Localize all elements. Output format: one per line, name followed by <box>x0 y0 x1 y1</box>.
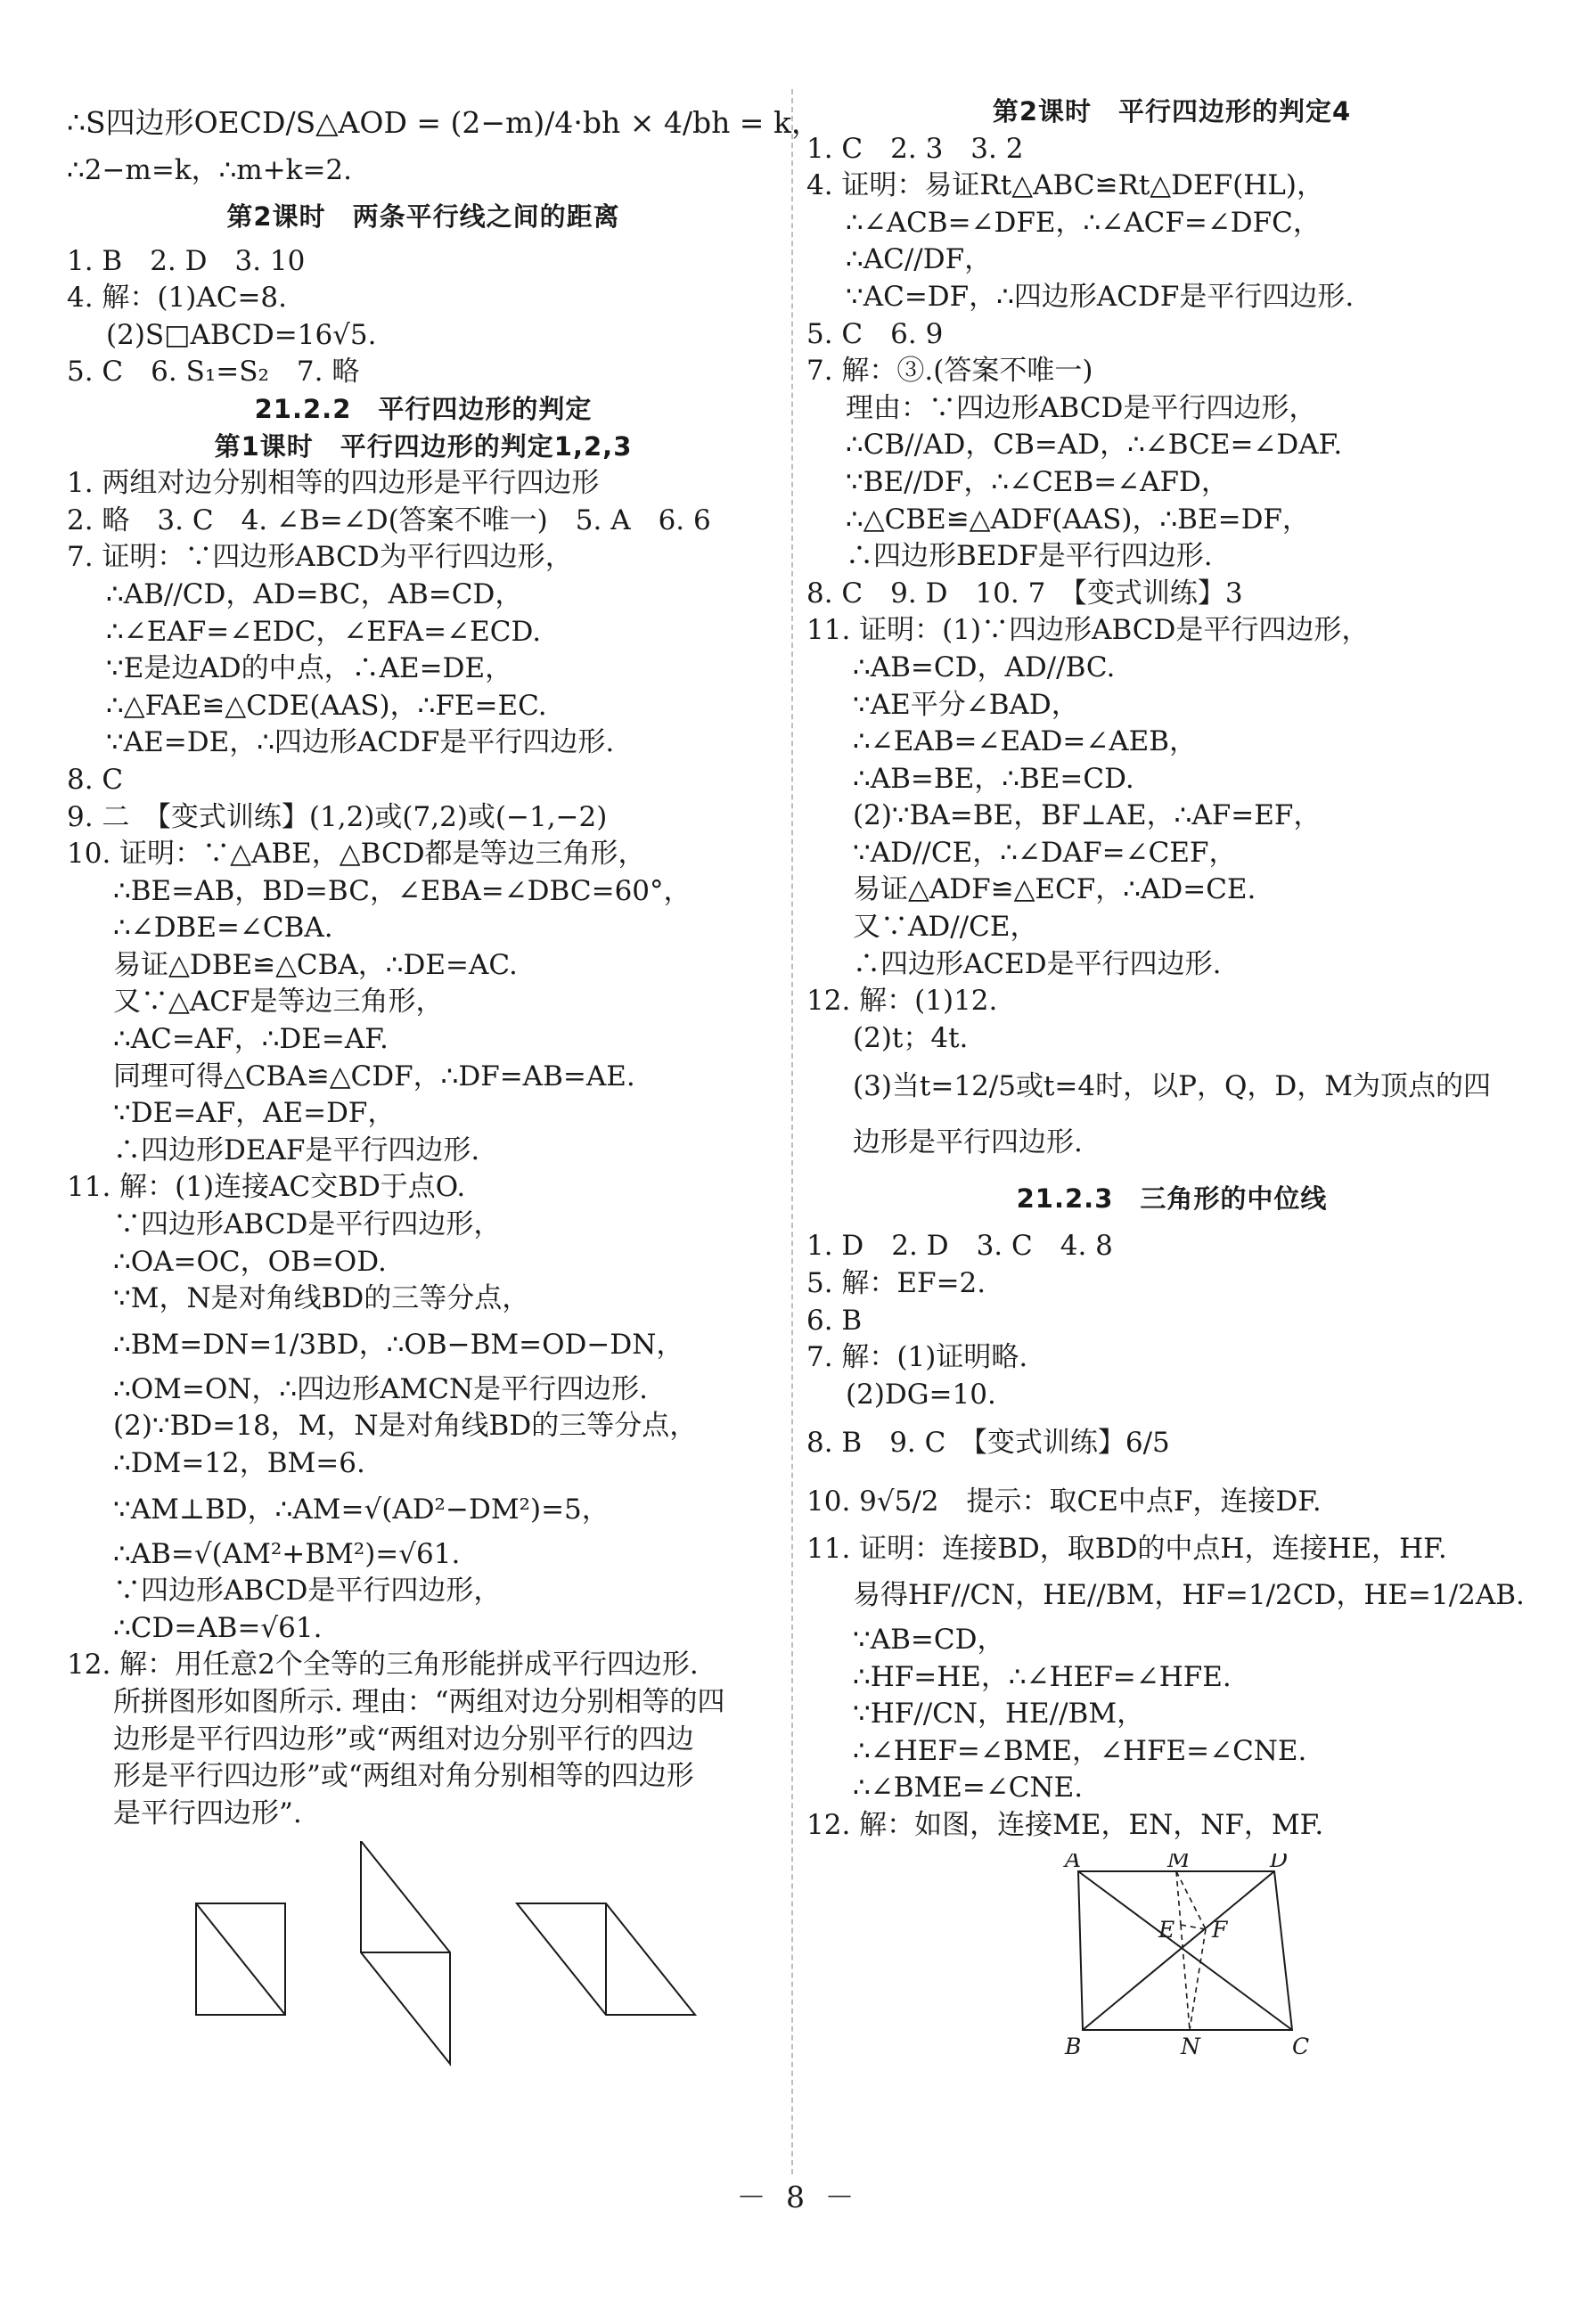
section-heading: 21.2.2 平行四边形的判定 <box>254 393 593 424</box>
answer-line: 7. 解：③.(答案不唯一) <box>806 355 1093 388</box>
answer-line: 1. C 2. 3 3. 2 <box>806 132 1024 165</box>
answer-line: 2. 略 3. C 4. ∠B=∠D(答案不唯一) 5. A 6. 6 <box>67 503 711 536</box>
proof-line: (2)DG=10. <box>846 1378 996 1411</box>
proof-line: ∴∠BME=∠CNE. <box>853 1772 1084 1805</box>
proof-line: ∴BE=AB，BD=BC，∠EBA=∠DBC=60°， <box>113 874 692 907</box>
proof-line: ∵AE=DE，∴四边形ACDF是平行四边形. <box>106 726 615 759</box>
segment-EF <box>1181 1925 1206 1929</box>
label-F: F <box>1212 1916 1228 1943</box>
proof-line: ∵AC=DF，∴四边形ACDF是平行四边形. <box>846 280 1355 313</box>
answer-line: 7. 证明：∵四边形ABCD为平行四边形， <box>67 541 573 574</box>
proof-line: 是平行四边形”. <box>113 1796 302 1829</box>
trapezoid-figure <box>806 1854 1537 2058</box>
section-heading: 第1课时 平行四边形的判定1,2,3 <box>214 430 633 462</box>
section-heading: 21.2.3 三角形的中位线 <box>1016 1183 1328 1215</box>
answer-line: 11. 解：(1)连接AC交BD于点O. <box>67 1171 466 1204</box>
answer-line: 11. 证明：(1)∵四边形ABCD是平行四边形， <box>806 614 1370 647</box>
proof-line: (2)∵BD=18，M，N是对角线BD的三等分点， <box>113 1410 698 1443</box>
answer-line: 9. 二 【变式训练】(1,2)或(7,2)或(−1,−2) <box>67 800 608 833</box>
proof-line: ∴△CBE≌△ADF(AAS)，∴BE=DF， <box>846 503 1310 536</box>
proof-line: ∴HF=HE，∴∠HEF=∠HFE. <box>853 1660 1232 1693</box>
label-D: D <box>1270 1853 1289 1872</box>
formula-area-ratio: ∴S四边形OECD/S△AOD = (2−m)/4·bh × 4/bh = k， <box>67 105 821 140</box>
three-parallelogram-figures <box>67 1841 744 2113</box>
segment-NF <box>1190 1929 1206 2030</box>
proof-line: ∴四边形DEAF是平行四边形. <box>113 1133 480 1166</box>
column-divider <box>791 89 793 2174</box>
label-N: N <box>1181 2033 1200 2058</box>
answer-line: 4. 解：(1)AC=8. <box>67 282 288 315</box>
section-heading: 第2课时 两条平行线之间的距离 <box>226 201 620 232</box>
proof-line: ∴AB=CD，AD//BC. <box>853 651 1116 683</box>
proof-line: ∵四边形ABCD是平行四边形， <box>113 1208 502 1241</box>
proof-line: 又∵△ACF是等边三角形， <box>113 986 444 1019</box>
proof-line: ∵E是边AD的中点，∴AE=DE， <box>106 652 513 685</box>
answer-line: 1. B 2. D 3. 10 <box>67 244 306 277</box>
proof-line: ∵DE=AF，AE=DF， <box>113 1097 396 1130</box>
answer-line: 11. 证明：连接BD，取BD的中点H，连接HE，HF. <box>806 1533 1447 1566</box>
proof-line: 边形是平行四边形”或“两组对边分别平行的四边 <box>113 1723 694 1755</box>
proof-line: ∴△FAE≌△CDE(AAS)，∴FE=EC. <box>106 689 547 722</box>
parallelogram-figures <box>67 1841 780 2113</box>
proof-line: ∵HF//CN，HE//BM， <box>853 1698 1145 1731</box>
proof-line: ∴∠EAB=∠EAD=∠AEB， <box>853 725 1198 758</box>
answer-line: 5. 解：EF=2. <box>806 1267 986 1300</box>
answer-line: 10. 9√5/2 提示：取CE中点F，连接DF. <box>806 1485 1322 1518</box>
answer-line: 1. D 2. D 3. C 4. 8 <box>806 1230 1113 1263</box>
proof-line: ∴DM=12，BM=6. <box>113 1447 365 1479</box>
proof-line: ∵AD//CE，∴∠DAF=∠CEF， <box>853 836 1237 869</box>
proof-line: 同理可得△CBA≌△CDF，∴DF=AB=AE. <box>113 1060 635 1093</box>
proof-line: ∴四边形ACED是平行四边形. <box>853 947 1222 980</box>
proof-line: 边形是平行四边形. <box>853 1126 1083 1159</box>
proof-line: 易得HF//CN，HE//BM，HF=1/2CD，HE=1/2AB. <box>853 1579 1525 1611</box>
answer-line: 12. 解：如图，连接ME，EN，NF，MF. <box>806 1808 1324 1841</box>
proof-line: ∴AC=AF，∴DE=AF. <box>113 1023 389 1056</box>
proof-line: ∴CB//AD，CB=AD，∴∠BCE=∠DAF. <box>846 429 1343 462</box>
answer-line: 12. 解：(1)12. <box>806 985 998 1018</box>
proof-line: ∴∠EAF=∠EDC，∠EFA=∠ECD. <box>106 615 542 648</box>
trapezoid-midpoint-diagram <box>806 1854 1537 2058</box>
label-B: B <box>1065 2033 1082 2058</box>
proof-line: 易证△ADF≌△ECF，∴AD=CE. <box>853 873 1256 906</box>
proof-line: ∴四边形BEDF是平行四边形. <box>846 540 1213 573</box>
answer-line: 5. C 6. S₁=S₂ 7. 略 <box>67 356 360 389</box>
proof-line: ∵AE平分∠BAD， <box>853 688 1079 721</box>
label-M: M <box>1167 1853 1191 1872</box>
proof-line: ∴∠HEF=∠BME，∠HFE=∠CNE. <box>853 1734 1307 1767</box>
proof-line: 又∵AD//CE， <box>853 911 1038 944</box>
proof-line: ∴AB=√(AM²+BM²)=√61. <box>113 1537 461 1570</box>
proof-line: ∴∠DBE=∠CBA. <box>113 912 333 945</box>
proof-line: ∴CD=AB=√61. <box>113 1611 323 1644</box>
proof-line: ∴BM=DN=1/3BD，∴OB−BM=OD−DN， <box>113 1328 684 1361</box>
answer-line: 4. 证明：易证Rt△ABC≌Rt△DEF(HL)， <box>806 169 1324 202</box>
answer-line: 6. B <box>806 1304 863 1337</box>
proof-line: ∴AB=BE，∴BE=CD. <box>853 762 1134 795</box>
proof-line: ∴AB//CD，AD=BC，AB=CD， <box>106 577 523 610</box>
answer-line: 5. C 6. 9 <box>806 317 944 350</box>
answer-line: 8. C <box>67 763 124 796</box>
proof-line: (2)t；4t. <box>853 1021 969 1054</box>
answer-line: 1. 两组对边分别相等的四边形是平行四边形 <box>67 467 600 500</box>
right-column <box>806 94 1537 2058</box>
label-A: A <box>1065 1853 1082 1872</box>
answer-line: 7. 解：(1)证明略. <box>806 1341 1028 1374</box>
proof-line: ∴∠ACB=∠DFE，∴∠ACF=∠DFC， <box>846 206 1321 239</box>
proof-line: ∴OM=ON，∴四边形AMCN是平行四边形. <box>113 1372 648 1405</box>
answer-line: (2)S□ABCD=16√5. <box>106 318 377 351</box>
text-line: ∴2−m=k，∴m+k=2. <box>67 154 353 186</box>
proof-line: ∵M，N是对角线BD的三等分点， <box>113 1282 530 1315</box>
segment-ME <box>1176 1871 1181 1925</box>
proof-line: 所拼图形如图所示. 理由：“两组对边分别相等的四 <box>113 1685 725 1718</box>
section-heading: 第2课时 平行四边形的判定4 <box>992 96 1352 127</box>
proof-line: ∵四边形ABCD是平行四边形， <box>113 1575 502 1608</box>
proof-line: 形是平行四边形”或“两组对角分别相等的四边形 <box>113 1760 694 1793</box>
answer-line: 8. C 9. D 10. 7 【变式训练】3 <box>806 577 1243 610</box>
label-E: E <box>1158 1916 1175 1943</box>
proof-line: 易证△DBE≌△CBA，∴DE=AC. <box>113 948 518 981</box>
label-C: C <box>1292 2033 1310 2058</box>
rectangle-diagonal <box>196 1903 285 2015</box>
proof-line: ∵BE//DF，∴∠CEB=∠AFD， <box>846 465 1229 498</box>
answer-line: 12. 解：用任意2个全等的三角形能拼成平行四边形. <box>67 1649 699 1682</box>
proof-line: ∴OA=OC，OB=OD. <box>113 1245 387 1278</box>
proof-line: ∴AC//DF， <box>846 243 993 276</box>
page-number: － 8 － <box>736 2180 860 2214</box>
proof-line: (2)∵BA=BE，BF⊥AE，∴AF=EF， <box>853 799 1322 832</box>
proof-line: ∵AM⊥BD，∴AM=√(AD²−DM²)=5， <box>113 1493 610 1526</box>
segment-EN <box>1181 1925 1190 2030</box>
proof-line: 理由：∵四边形ABCD是平行四边形， <box>846 391 1317 424</box>
proof-line: ∵AB=CD， <box>853 1624 1005 1656</box>
answer-line: 10. 证明：∵△ABE，△BCD都是等边三角形， <box>67 838 646 871</box>
left-column <box>67 94 821 2113</box>
answer-line: 8. B 9. C 【变式训练】6/5 <box>806 1427 1170 1460</box>
proof-line: (3)当t=12/5或t=4时，以P，Q，D，M为顶点的四 <box>853 1070 1491 1103</box>
